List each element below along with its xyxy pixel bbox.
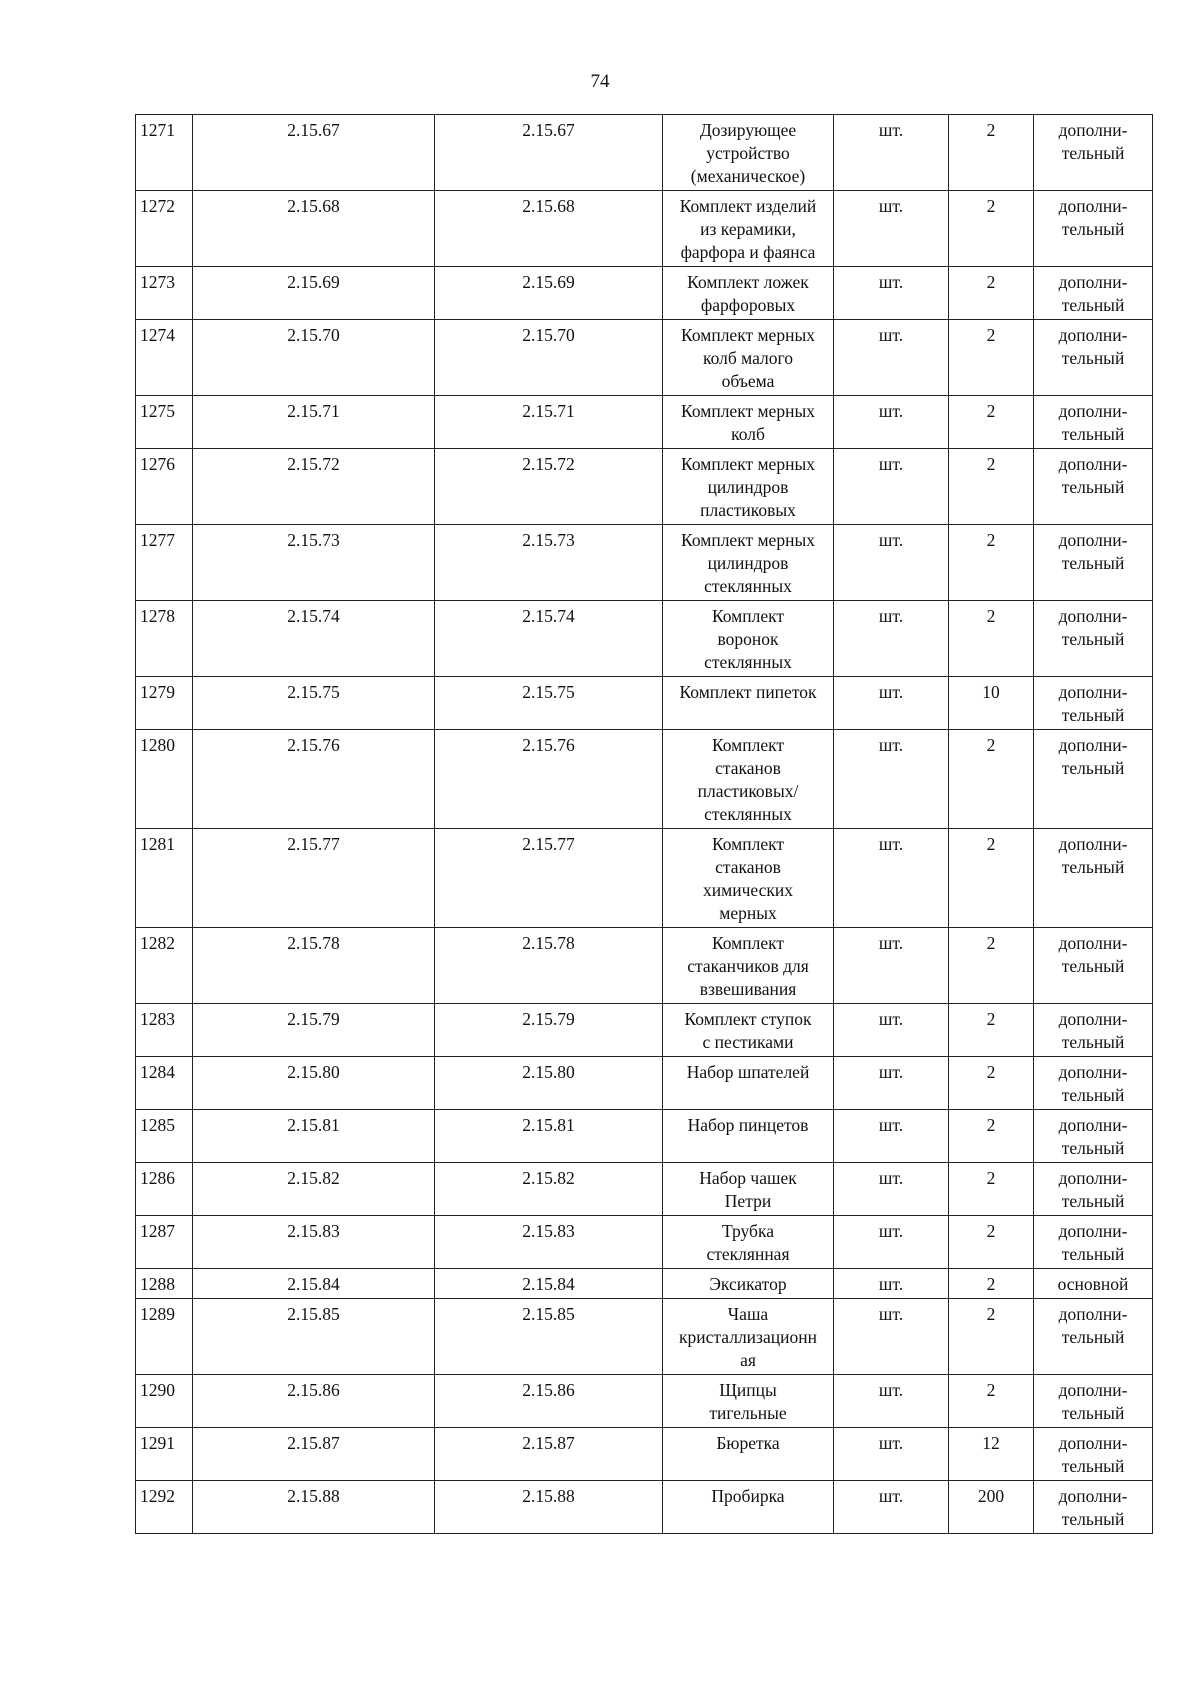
code-cell: 2.15.84 [435, 1269, 663, 1299]
unit-cell: шт. [834, 115, 949, 191]
quantity-cell: 2 [949, 525, 1034, 601]
item-name-cell-line: стаканов [715, 857, 781, 877]
item-name-cell-line: мерных [719, 903, 777, 923]
item-name-cell [663, 677, 834, 730]
item-name-cell [663, 829, 834, 928]
unit-cell: шт. [834, 601, 949, 677]
code-cell: 2.15.77 [435, 829, 663, 928]
item-name-cell-line: Комплект [711, 834, 785, 854]
table-row [136, 829, 1153, 928]
type-cell-line: тельный [1061, 1327, 1125, 1347]
item-name-cell-line: тигельные [709, 1403, 787, 1423]
type-cell-line: дополни- [1058, 1304, 1128, 1324]
item-name-cell-line: стеклянных [704, 652, 792, 672]
unit-cell: шт. [834, 928, 949, 1004]
item-name-cell [663, 396, 834, 449]
unit-cell: шт. [834, 1375, 949, 1428]
table-body [136, 115, 1153, 1534]
type-cell-line: тельный [1061, 705, 1125, 725]
code-cell: 2.15.81 [435, 1110, 663, 1163]
item-name-cell [663, 1163, 834, 1216]
unit-cell: шт. [834, 1057, 949, 1110]
code-cell: 2.15.71 [193, 396, 435, 449]
code-cell: 2.15.85 [193, 1299, 435, 1375]
quantity-cell: 2 [949, 1110, 1034, 1163]
code-cell: 2.15.72 [435, 449, 663, 525]
type-cell-line: основной [1057, 1274, 1129, 1294]
row-number-cell: 1281 [136, 829, 193, 928]
item-name-cell [663, 1428, 834, 1481]
quantity-cell: 2 [949, 320, 1034, 396]
row-number-cell: 1278 [136, 601, 193, 677]
row-number-cell: 1292 [136, 1481, 193, 1534]
item-name-cell-line: стаканов [715, 758, 781, 778]
item-name-cell-line: Комплект ложек [687, 272, 809, 292]
item-name-cell-line: стеклянных [704, 804, 792, 824]
quantity-cell: 2 [949, 1216, 1034, 1269]
table-row [136, 601, 1153, 677]
item-name-cell-line: Комплект пипеток [679, 682, 817, 702]
code-cell: 2.15.75 [193, 677, 435, 730]
item-name-cell [663, 1004, 834, 1057]
type-cell-line: тельный [1061, 758, 1125, 778]
type-cell [1034, 829, 1153, 928]
item-name-cell-line: Комплект ступок [684, 1009, 812, 1029]
quantity-cell: 2 [949, 1163, 1034, 1216]
item-name-cell-line: Комплект мерных [681, 454, 815, 474]
item-name-cell [663, 1269, 834, 1299]
item-name-cell-line: (механическое) [690, 166, 806, 186]
table-row [136, 730, 1153, 829]
item-name-cell [663, 320, 834, 396]
table-row [136, 677, 1153, 730]
item-name-cell [663, 525, 834, 601]
row-number-cell: 1289 [136, 1299, 193, 1375]
item-name-cell-line: Комплект мерных [681, 530, 815, 550]
code-cell: 2.15.87 [435, 1428, 663, 1481]
type-cell-line: тельный [1061, 857, 1125, 877]
row-number-cell: 1286 [136, 1163, 193, 1216]
row-number-cell: 1287 [136, 1216, 193, 1269]
quantity-cell: 2 [949, 115, 1034, 191]
code-cell: 2.15.78 [193, 928, 435, 1004]
quantity-cell: 2 [949, 829, 1034, 928]
type-cell [1034, 1299, 1153, 1375]
table-row [136, 1004, 1153, 1057]
table-row [136, 1057, 1153, 1110]
row-number-cell: 1283 [136, 1004, 193, 1057]
item-name-cell-line: фарфоровых [700, 295, 796, 315]
row-number-cell: 1284 [136, 1057, 193, 1110]
table-row [136, 191, 1153, 267]
table-row [136, 320, 1153, 396]
type-cell [1034, 191, 1153, 267]
table-row [136, 267, 1153, 320]
item-name-cell-line: ая [740, 1350, 756, 1370]
unit-cell: шт. [834, 191, 949, 267]
code-cell: 2.15.80 [193, 1057, 435, 1110]
item-name-cell-line: Дозирующее [699, 120, 797, 140]
row-number-cell: 1291 [136, 1428, 193, 1481]
code-cell: 2.15.82 [193, 1163, 435, 1216]
item-name-cell [663, 1110, 834, 1163]
type-cell [1034, 1269, 1153, 1299]
type-cell-line: дополни- [1058, 1221, 1128, 1241]
type-cell-line: дополни- [1058, 196, 1128, 216]
item-name-cell-line: Чаша [727, 1304, 769, 1324]
equipment-table [135, 114, 1153, 1534]
type-cell-line: тельный [1061, 1403, 1125, 1423]
quantity-cell: 2 [949, 449, 1034, 525]
item-name-cell-line: Комплект [711, 735, 785, 755]
unit-cell: шт. [834, 1216, 949, 1269]
table-row [136, 1110, 1153, 1163]
type-cell-line: дополни- [1058, 401, 1128, 421]
type-cell-line: дополни- [1058, 272, 1128, 292]
code-cell: 2.15.67 [193, 115, 435, 191]
code-cell: 2.15.75 [435, 677, 663, 730]
unit-cell: шт. [834, 1004, 949, 1057]
item-name-cell-line: пластиковых/ [697, 781, 799, 801]
item-name-cell-line: Набор пинцетов [687, 1115, 809, 1135]
page-number: 74 [590, 71, 610, 92]
type-cell [1034, 1375, 1153, 1428]
item-name-cell-line: Трубка [722, 1221, 774, 1241]
code-cell: 2.15.72 [193, 449, 435, 525]
code-cell: 2.15.77 [193, 829, 435, 928]
type-cell-line: тельный [1061, 477, 1125, 497]
item-name-cell [663, 191, 834, 267]
item-name-cell-line: воронок [717, 629, 779, 649]
type-cell-line: тельный [1061, 348, 1125, 368]
quantity-cell: 2 [949, 1004, 1034, 1057]
unit-cell: шт. [834, 449, 949, 525]
unit-cell: шт. [834, 1163, 949, 1216]
table-row [136, 396, 1153, 449]
item-name-cell-line: Пробирка [711, 1486, 785, 1506]
quantity-cell: 2 [949, 396, 1034, 449]
type-cell-line: тельный [1061, 219, 1125, 239]
table-row [136, 1375, 1153, 1428]
row-number-cell: 1276 [136, 449, 193, 525]
table-row [136, 1163, 1153, 1216]
quantity-cell: 200 [949, 1481, 1034, 1534]
type-cell-line: тельный [1061, 1244, 1125, 1264]
quantity-cell: 2 [949, 1057, 1034, 1110]
item-name-cell-line: фарфора и фаянса [680, 242, 816, 262]
code-cell: 2.15.73 [193, 525, 435, 601]
item-name-cell-line: Комплект изделий [679, 196, 817, 216]
type-cell-line: тельный [1061, 956, 1125, 976]
item-name-cell [663, 928, 834, 1004]
code-cell: 2.15.70 [193, 320, 435, 396]
item-name-cell-line: Комплект мерных [681, 401, 815, 421]
item-name-cell-line: Щипцы [719, 1380, 777, 1400]
type-cell-line: дополни- [1058, 1115, 1128, 1135]
type-cell-line: дополни- [1058, 454, 1128, 474]
item-name-cell-line: взвешивания [699, 979, 797, 999]
type-cell-line: тельный [1061, 553, 1125, 573]
unit-cell: шт. [834, 396, 949, 449]
item-name-cell [663, 1216, 834, 1269]
type-cell [1034, 730, 1153, 829]
code-cell: 2.15.76 [435, 730, 663, 829]
code-cell: 2.15.67 [435, 115, 663, 191]
item-name-cell-line: Комплект [711, 606, 785, 626]
type-cell-line: дополни- [1058, 1062, 1128, 1082]
type-cell [1034, 1481, 1153, 1534]
unit-cell: шт. [834, 1110, 949, 1163]
code-cell: 2.15.68 [193, 191, 435, 267]
row-number-cell: 1288 [136, 1269, 193, 1299]
item-name-cell-line: пластиковых [700, 500, 796, 520]
row-number-cell: 1272 [136, 191, 193, 267]
item-name-cell-line: колб малого [703, 348, 793, 368]
type-cell [1034, 525, 1153, 601]
unit-cell: шт. [834, 829, 949, 928]
item-name-cell-line: стеклянная [706, 1244, 790, 1264]
type-cell-line: дополни- [1058, 530, 1128, 550]
item-name-cell [663, 267, 834, 320]
code-cell: 2.15.83 [435, 1216, 663, 1269]
table-row [136, 928, 1153, 1004]
item-name-cell [663, 1299, 834, 1375]
table-row [136, 1269, 1153, 1299]
type-cell-line: тельный [1061, 143, 1125, 163]
code-cell: 2.15.79 [193, 1004, 435, 1057]
code-cell: 2.15.73 [435, 525, 663, 601]
item-name-cell-line: с пестиками [702, 1032, 794, 1052]
type-cell [1034, 1163, 1153, 1216]
code-cell: 2.15.86 [193, 1375, 435, 1428]
item-name-cell [663, 601, 834, 677]
item-name-cell [663, 1375, 834, 1428]
item-name-cell-line: цилиндров [707, 553, 789, 573]
type-cell [1034, 449, 1153, 525]
type-cell [1034, 1428, 1153, 1481]
item-name-cell-line: Набор чашек [699, 1168, 797, 1188]
row-number-cell: 1280 [136, 730, 193, 829]
type-cell [1034, 1110, 1153, 1163]
unit-cell: шт. [834, 1299, 949, 1375]
code-cell: 2.15.69 [193, 267, 435, 320]
item-name-cell-line: устройство [706, 143, 790, 163]
type-cell-line: дополни- [1058, 1380, 1128, 1400]
type-cell [1034, 267, 1153, 320]
code-cell: 2.15.80 [435, 1057, 663, 1110]
code-cell: 2.15.78 [435, 928, 663, 1004]
type-cell [1034, 115, 1153, 191]
quantity-cell: 10 [949, 677, 1034, 730]
unit-cell: шт. [834, 267, 949, 320]
row-number-cell: 1275 [136, 396, 193, 449]
table-row [136, 525, 1153, 601]
item-name-cell [663, 115, 834, 191]
code-cell: 2.15.88 [435, 1481, 663, 1534]
unit-cell: шт. [834, 677, 949, 730]
row-number-cell: 1277 [136, 525, 193, 601]
type-cell-line: дополни- [1058, 1433, 1128, 1453]
item-name-cell-line: стеклянных [704, 576, 792, 596]
unit-cell: шт. [834, 525, 949, 601]
row-number-cell: 1271 [136, 115, 193, 191]
code-cell: 2.15.74 [435, 601, 663, 677]
table-row [136, 115, 1153, 191]
row-number-cell: 1290 [136, 1375, 193, 1428]
item-name-cell-line: химических [703, 880, 793, 900]
item-name-cell-line: Петри [724, 1191, 772, 1211]
code-cell: 2.15.83 [193, 1216, 435, 1269]
unit-cell: шт. [834, 320, 949, 396]
type-cell-line: дополни- [1058, 682, 1128, 702]
item-name-cell-line: Бюретка [716, 1433, 780, 1453]
type-cell-line: дополни- [1058, 120, 1128, 140]
code-cell: 2.15.71 [435, 396, 663, 449]
table-row [136, 449, 1153, 525]
code-cell: 2.15.76 [193, 730, 435, 829]
table-row [136, 1216, 1153, 1269]
item-name-cell-line: Набор шпателей [686, 1062, 810, 1082]
type-cell-line: дополни- [1058, 325, 1128, 345]
item-name-cell-line: стаканчиков для [687, 956, 809, 976]
type-cell [1034, 1057, 1153, 1110]
code-cell: 2.15.69 [435, 267, 663, 320]
type-cell-line: тельный [1061, 1138, 1125, 1158]
item-name-cell-line: колб [731, 424, 765, 444]
type-cell [1034, 928, 1153, 1004]
type-cell [1034, 1216, 1153, 1269]
quantity-cell: 12 [949, 1428, 1034, 1481]
type-cell-line: тельный [1061, 629, 1125, 649]
code-cell: 2.15.81 [193, 1110, 435, 1163]
quantity-cell: 2 [949, 928, 1034, 1004]
unit-cell: шт. [834, 730, 949, 829]
type-cell [1034, 677, 1153, 730]
type-cell-line: дополни- [1058, 933, 1128, 953]
row-number-cell: 1279 [136, 677, 193, 730]
quantity-cell: 2 [949, 1375, 1034, 1428]
row-number-cell: 1274 [136, 320, 193, 396]
item-name-cell-line: Эксикатор [709, 1274, 787, 1294]
type-cell-line: дополни- [1058, 735, 1128, 755]
code-cell: 2.15.82 [435, 1163, 663, 1216]
item-name-cell [663, 449, 834, 525]
code-cell: 2.15.84 [193, 1269, 435, 1299]
code-cell: 2.15.79 [435, 1004, 663, 1057]
quantity-cell: 2 [949, 1299, 1034, 1375]
item-name-cell-line: Комплект мерных [681, 325, 815, 345]
code-cell: 2.15.85 [435, 1299, 663, 1375]
code-cell: 2.15.70 [435, 320, 663, 396]
item-name-cell-line: цилиндров [707, 477, 789, 497]
row-number-cell: 1273 [136, 267, 193, 320]
type-cell [1034, 601, 1153, 677]
type-cell-line: тельный [1061, 1085, 1125, 1105]
quantity-cell: 2 [949, 601, 1034, 677]
type-cell-line: тельный [1061, 1456, 1125, 1476]
quantity-cell: 2 [949, 191, 1034, 267]
item-name-cell-line: из керамики, [700, 219, 796, 239]
type-cell-line: дополни- [1058, 1168, 1128, 1188]
quantity-cell: 2 [949, 267, 1034, 320]
row-number-cell: 1282 [136, 928, 193, 1004]
type-cell [1034, 1004, 1153, 1057]
type-cell-line: дополни- [1058, 1009, 1128, 1029]
row-number-cell: 1285 [136, 1110, 193, 1163]
type-cell-line: тельный [1061, 424, 1125, 444]
item-name-cell [663, 730, 834, 829]
item-name-cell-line: объема [721, 371, 775, 391]
code-cell: 2.15.68 [435, 191, 663, 267]
code-cell: 2.15.88 [193, 1481, 435, 1534]
code-cell: 2.15.87 [193, 1428, 435, 1481]
item-name-cell-line: кристаллизационн [679, 1327, 817, 1347]
unit-cell: шт. [834, 1428, 949, 1481]
unit-cell: шт. [834, 1269, 949, 1299]
type-cell-line: дополни- [1058, 834, 1128, 854]
type-cell-line: тельный [1061, 1191, 1125, 1211]
type-cell [1034, 320, 1153, 396]
quantity-cell: 2 [949, 730, 1034, 829]
type-cell-line: тельный [1061, 1509, 1125, 1529]
item-name-cell [663, 1481, 834, 1534]
type-cell-line: дополни- [1058, 1486, 1128, 1506]
table-row [136, 1428, 1153, 1481]
code-cell: 2.15.86 [435, 1375, 663, 1428]
item-name-cell [663, 1057, 834, 1110]
unit-cell: шт. [834, 1481, 949, 1534]
table-row [136, 1299, 1153, 1375]
type-cell-line: тельный [1061, 1032, 1125, 1052]
type-cell-line: дополни- [1058, 606, 1128, 626]
item-name-cell-line: Комплект [711, 933, 785, 953]
type-cell-line: тельный [1061, 295, 1125, 315]
code-cell: 2.15.74 [193, 601, 435, 677]
type-cell [1034, 396, 1153, 449]
table-row [136, 1481, 1153, 1534]
quantity-cell: 2 [949, 1269, 1034, 1299]
